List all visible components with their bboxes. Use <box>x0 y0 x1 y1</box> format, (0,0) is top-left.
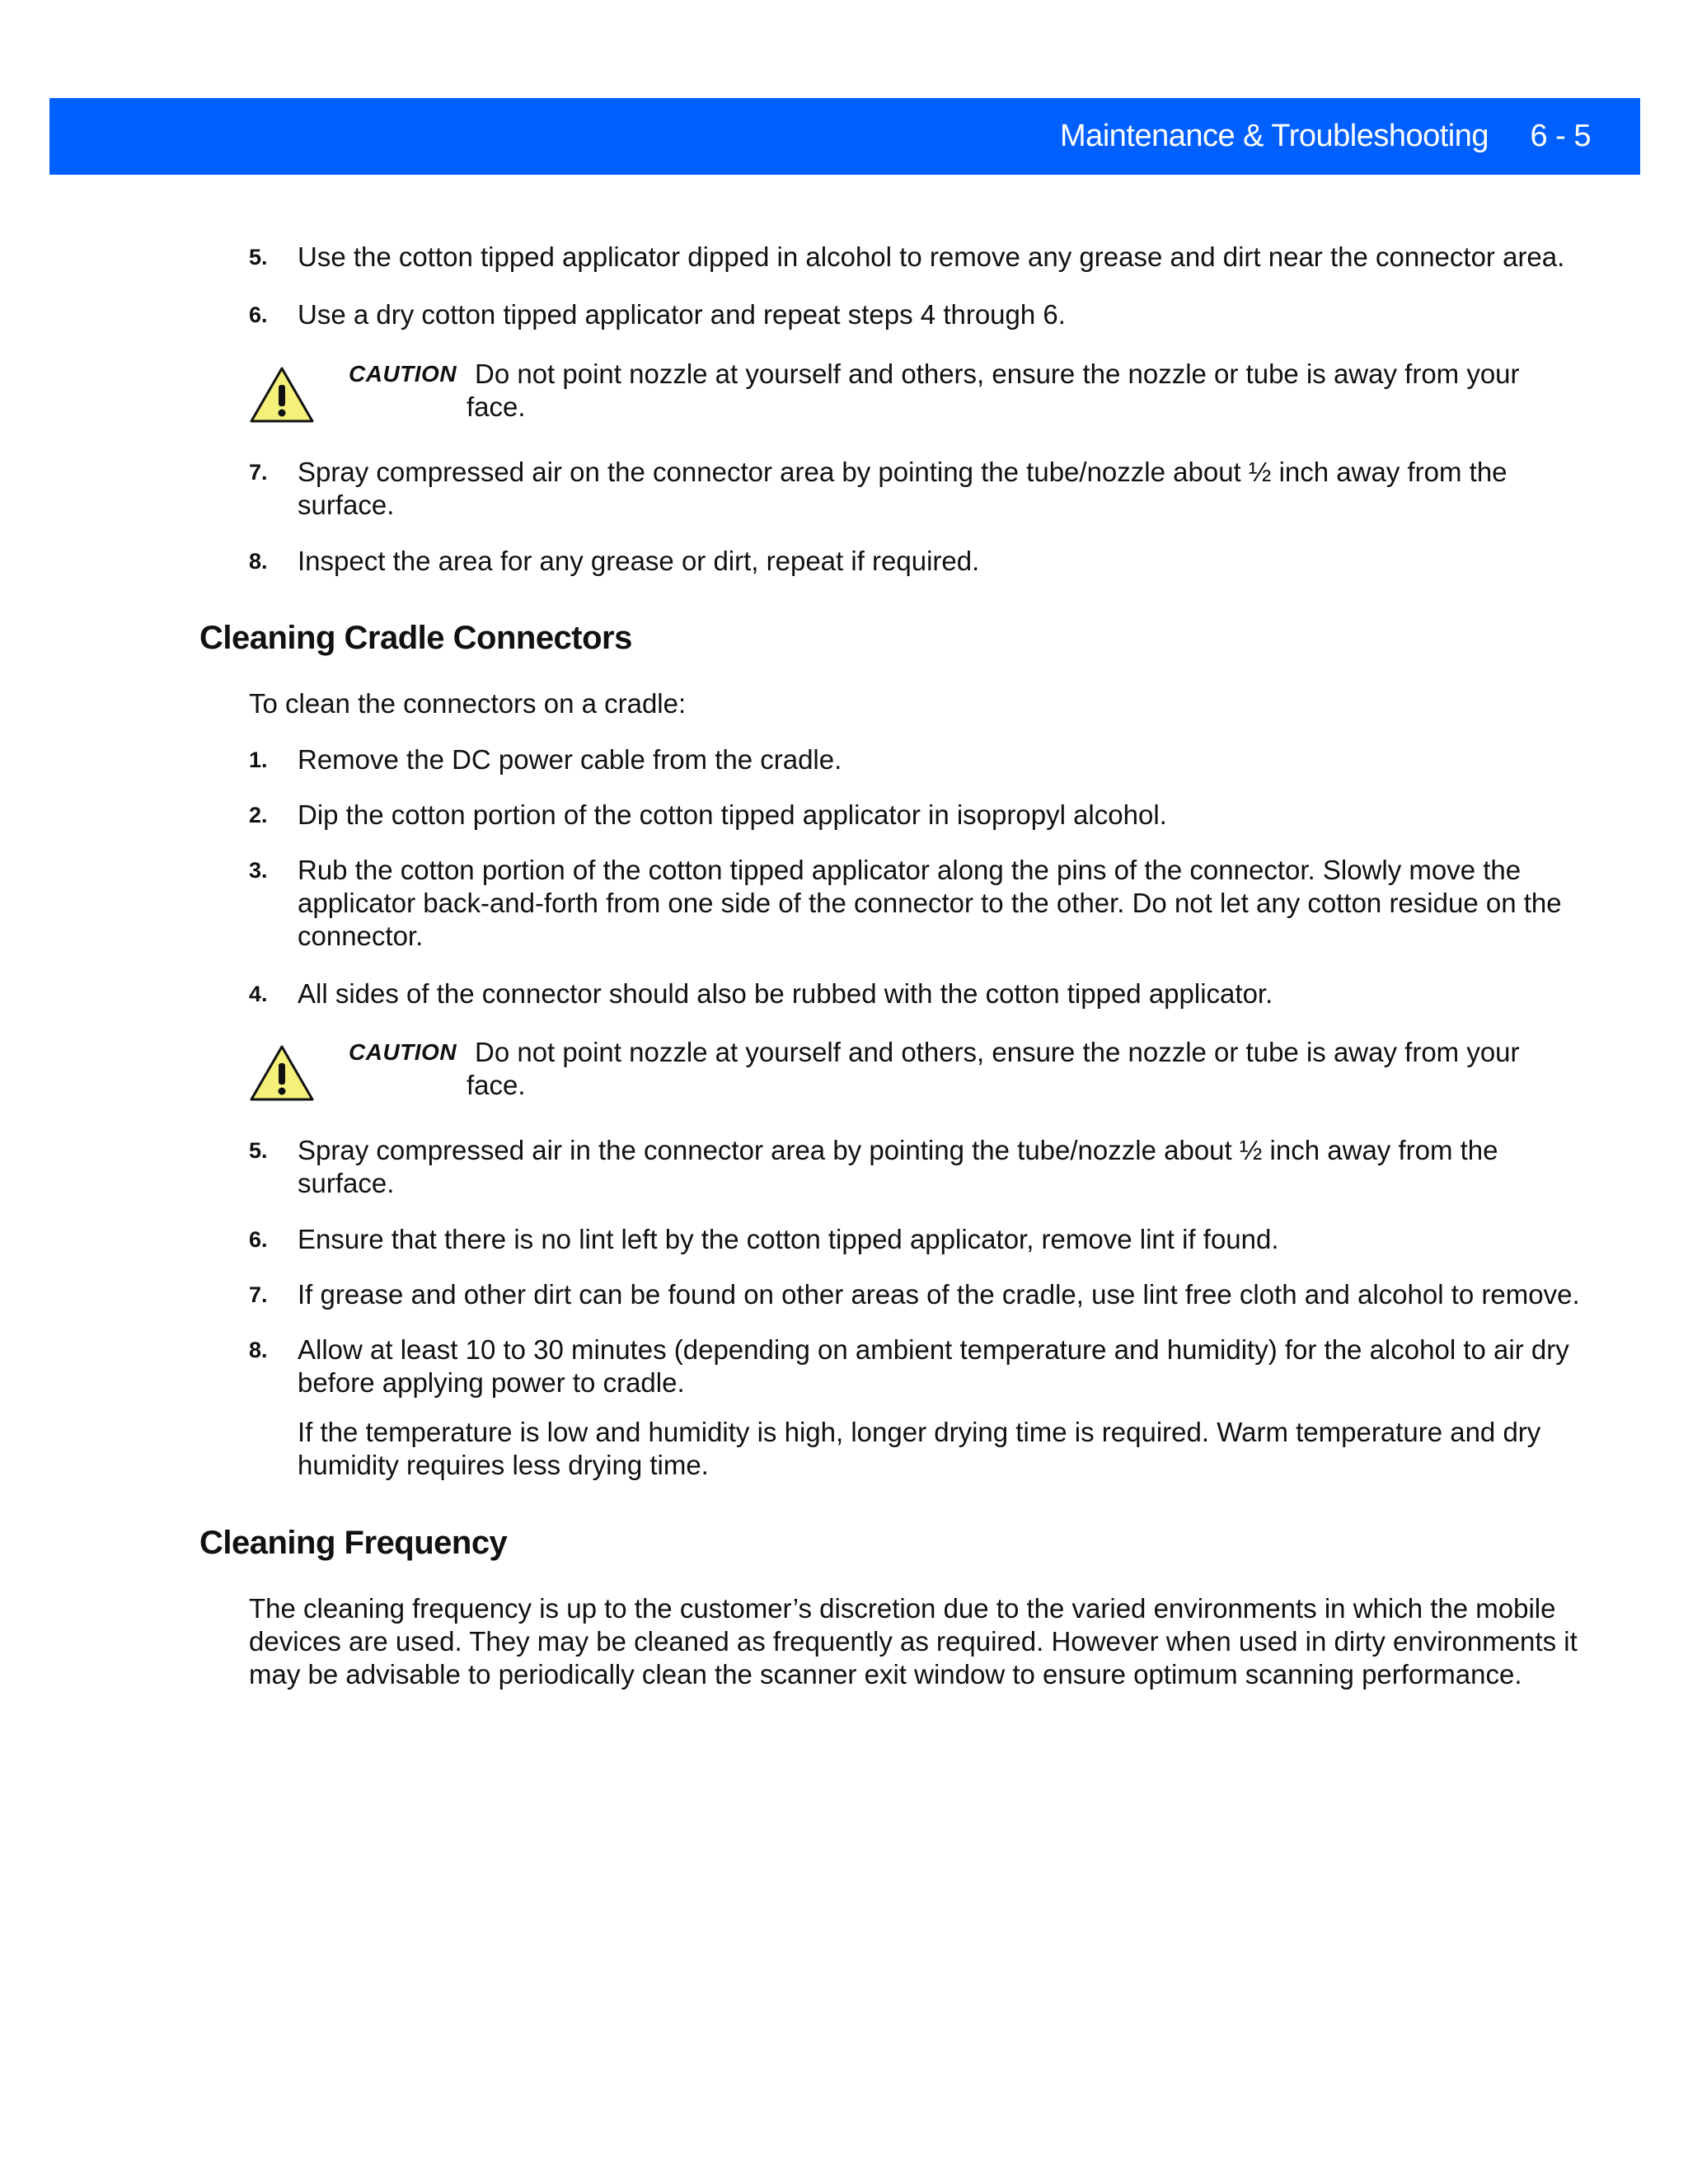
step-text: Spray compressed air on the connector area by pointing the tube/nozzle about ½ inch away from the surface. <box>298 457 1507 520</box>
note-paragraph: If the temperature is low and humidity is high, longer drying time is required. Warm temperature and dry humidity requires less drying time. <box>298 1417 1541 1480</box>
page-header-bar <box>49 98 1640 175</box>
caution-label: CAUTION <box>349 1039 457 1065</box>
section-heading: Cleaning Frequency <box>199 1525 508 1561</box>
step-text: All sides of the connector should also be rubbed with the cotton tipped applicator. <box>298 978 1273 1009</box>
step-number: 7. <box>249 460 268 485</box>
step-number: 6. <box>249 302 268 327</box>
step-number: 7. <box>249 1282 268 1307</box>
step-number: 1. <box>249 748 268 772</box>
section-body: The cleaning frequency is up to the customer’s discretion due to the varied environments in which the mobile devices are used. They may be cleaned as frequently as required. However when used in dirty environments it may be advisable to periodically clean the scanner exit window to ensure optimum scanning performance. <box>249 1593 1578 1690</box>
warning-triangle-icon <box>249 1043 315 1107</box>
step-text: Use a dry cotton tipped applicator and repeat steps 4 through 6. <box>298 299 1066 330</box>
caution-text <box>467 1036 1604 1102</box>
caution-label: CAUTION <box>349 361 457 387</box>
page-number: 6 - 5 <box>1530 119 1591 153</box>
step-number: 3. <box>249 858 268 883</box>
step-text: Ensure that there is no lint left by the cotton tipped applicator, remove lint if found. <box>298 1224 1279 1254</box>
header-title: Maintenance & Troubleshooting <box>1060 119 1489 153</box>
caution-text <box>467 358 1604 424</box>
step-text: Spray compressed air in the connector area by pointing the tube/nozzle about ½ inch away from the surface. <box>298 1135 1498 1198</box>
step-text: Allow at least 10 to 30 minutes (depending on ambient temperature and humidity) for the alcohol to air dry before applying power to cradle. <box>298 1334 1569 1398</box>
step-number: 5. <box>249 1138 268 1163</box>
step-number: 8. <box>249 1338 268 1362</box>
step-text: If grease and other dirt can be found on other areas of the cradle, use lint free cloth and alcohol to remove. <box>298 1279 1580 1310</box>
step-number: 5. <box>249 245 268 269</box>
step-text: Remove the DC power cable from the cradle. <box>298 744 842 775</box>
caution-line: Do not point nozzle at yourself and others, ensure the nozzle or tube is away from your <box>475 359 1520 389</box>
step-text: Rub the cotton portion of the cotton tipped applicator along the pins of the connector. Slowly move the applicator back-and-forth from one side of the connector to the other. Do not let any cotton residue on the connector. <box>298 855 1562 951</box>
warning-triangle-icon <box>249 365 315 429</box>
caution-line: face. <box>467 391 526 422</box>
step-number: 8. <box>249 549 268 574</box>
step-number: 2. <box>249 803 268 827</box>
step-number: 4. <box>249 982 268 1006</box>
caution-line: Do not point nozzle at yourself and others, ensure the nozzle or tube is away from your <box>475 1037 1520 1067</box>
section-heading: Cleaning Cradle Connectors <box>199 620 632 656</box>
step-text: Inspect the area for any grease or dirt, repeat if required. <box>298 546 980 576</box>
step-text: Use the cotton tipped applicator dipped in alcohol to remove any grease and dirt near the connector area. <box>298 241 1565 272</box>
section-intro: To clean the connectors on a cradle: <box>249 688 687 719</box>
step-number: 6. <box>249 1227 268 1252</box>
step-text: Dip the cotton portion of the cotton tipped applicator in isopropyl alcohol. <box>298 799 1167 830</box>
caution-line: face. <box>467 1070 526 1100</box>
